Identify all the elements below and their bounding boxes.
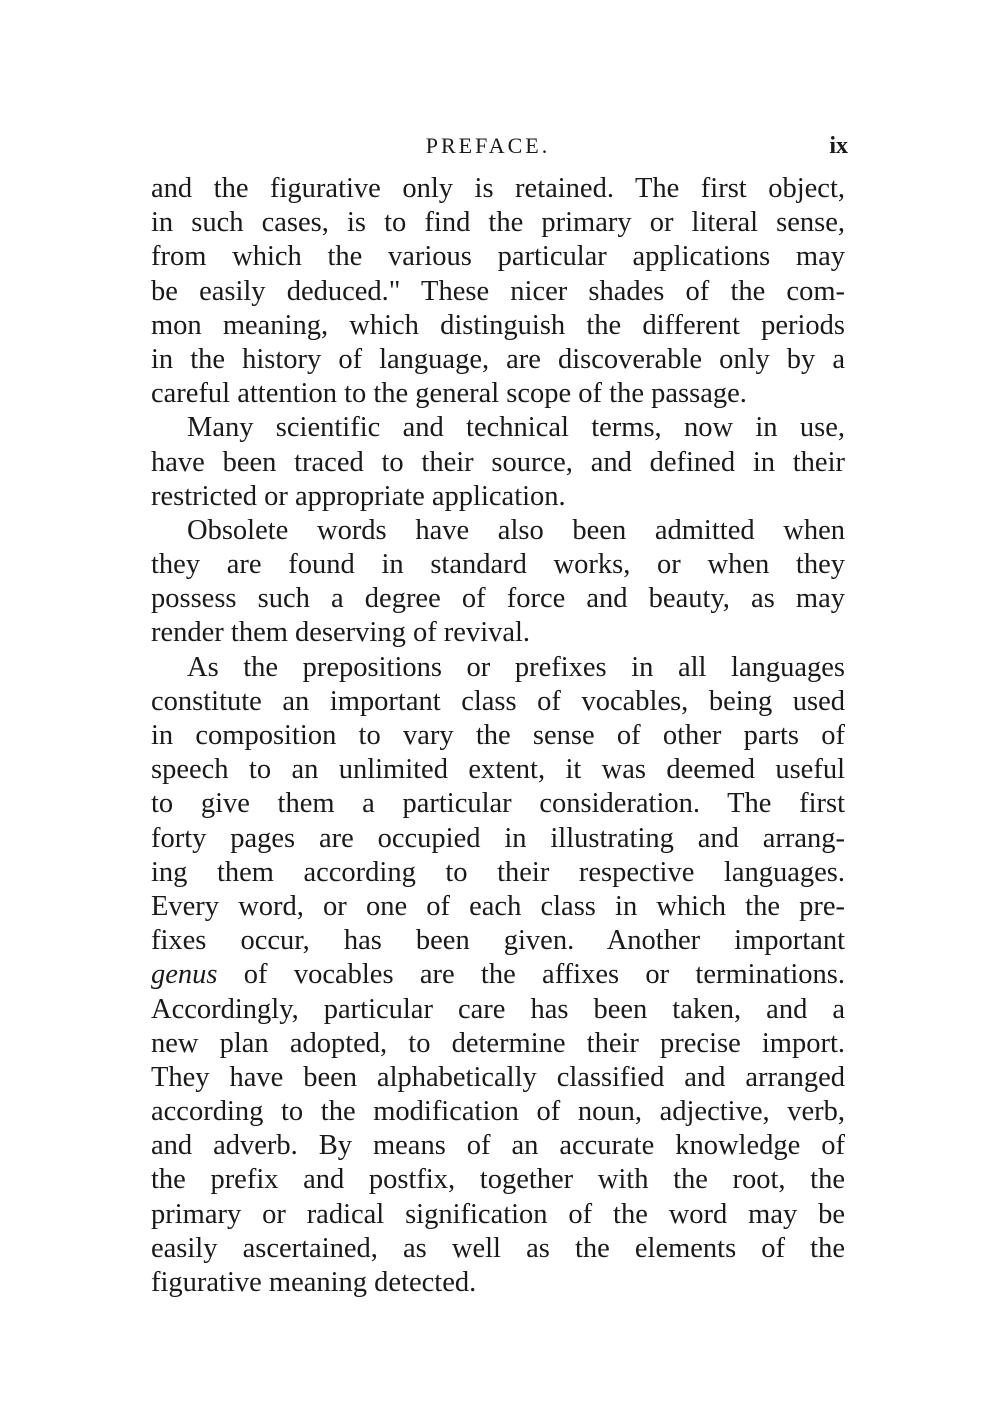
text-line: ing them according to their respective languages. bbox=[151, 856, 845, 888]
text-line: the prefix and postfix, together with the root, the bbox=[151, 1164, 845, 1196]
text-line: primary or radical signification of the word may be bbox=[151, 1198, 845, 1230]
body-text bbox=[151, 172, 845, 1300]
text-line: possess such a degree of force and beauty, as may bbox=[151, 583, 845, 615]
text-line: Every word, or one of each class in which the pre- bbox=[151, 890, 845, 922]
paragraph-4 bbox=[151, 651, 845, 1301]
text-line: have been traced to their source, and defined in their bbox=[151, 446, 845, 478]
paragraph-3 bbox=[151, 514, 845, 651]
text-line: Accordingly, particular care has been taken, and a bbox=[151, 993, 845, 1025]
text-line: be easily deduced." These nicer shades of the com- bbox=[151, 275, 845, 307]
text-line: from which the various particular applications may bbox=[151, 241, 845, 273]
text-line: figurative meaning detected. bbox=[151, 1267, 477, 1298]
text-line: according to the modification of noun, adjective, verb, bbox=[151, 1096, 845, 1128]
text-line: fixes occur, has been given. Another important bbox=[151, 925, 845, 957]
text-line: constitute an important class of vocables, being used bbox=[151, 685, 845, 717]
text-line: As the prepositions or prefixes in all languages bbox=[187, 651, 845, 683]
text-line: in such cases, is to find the primary or literal sense, bbox=[151, 207, 845, 239]
page-number: ix bbox=[829, 133, 848, 159]
text-line: forty pages are occupied in illustrating and arrang- bbox=[151, 822, 845, 854]
text-line: new plan adopted, to determine their precise import. bbox=[151, 1027, 845, 1059]
text-line: restricted or appropriate application. bbox=[151, 480, 566, 512]
text-line: They have been alphabetically classified and arranged bbox=[151, 1061, 845, 1093]
italic-genus: genus bbox=[151, 959, 218, 991]
text-line-genus bbox=[151, 958, 845, 992]
text-line: they are found in standard works, or when they bbox=[151, 549, 845, 581]
text-line: and adverb. By means of an accurate knowledge of bbox=[151, 1130, 845, 1162]
text-line: Many scientific and technical terms, now in use, bbox=[187, 412, 845, 444]
running-head bbox=[150, 128, 850, 164]
text-line: careful attention to the general scope of the passage. bbox=[151, 378, 747, 410]
paragraph-2 bbox=[151, 411, 845, 514]
text-line: in the history of language, are discoverable only by a bbox=[151, 343, 845, 375]
genus-line-rest: of vocables are the affixes or terminations. bbox=[217, 959, 845, 991]
running-title: PREFACE. bbox=[425, 133, 551, 158]
text-line: in composition to vary the sense of other parts of bbox=[151, 720, 845, 751]
paragraph-1 bbox=[151, 172, 845, 411]
text-line: and the figurative only is retained. The first object, bbox=[151, 173, 845, 204]
text-line: Obsolete words have also been admitted when bbox=[187, 514, 845, 546]
text-line: mon meaning, which distinguish the different periods bbox=[151, 309, 845, 341]
text-line: render them deserving of revival. bbox=[151, 617, 531, 649]
text-line: to give them a particular consideration. The first bbox=[151, 788, 845, 820]
text-line: speech to an unlimited extent, it was deemed useful bbox=[151, 754, 845, 786]
text-line: easily ascertained, as well as the elements of the bbox=[151, 1232, 845, 1264]
